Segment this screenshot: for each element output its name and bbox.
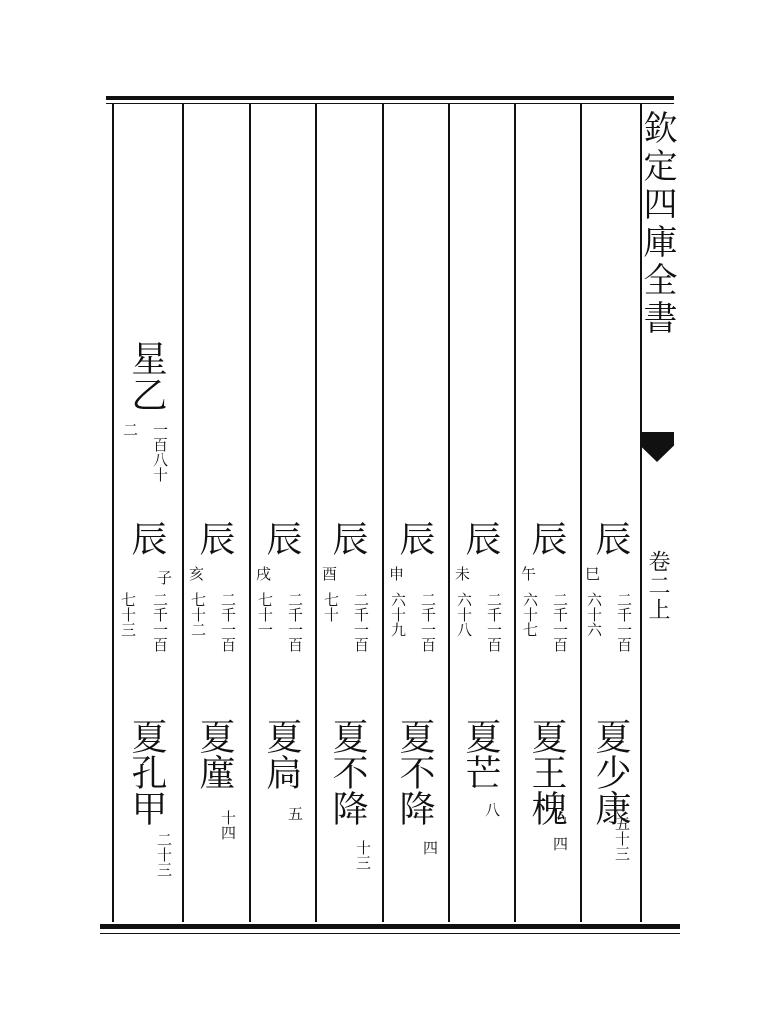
king-name: 夏孔甲 xyxy=(126,718,167,826)
branch-char: 申 xyxy=(387,566,405,581)
branch-char: 酉 xyxy=(320,566,338,581)
year-number-left: 七十三 xyxy=(119,592,137,637)
king-year-note: 五十三 xyxy=(613,816,631,861)
ganzhi-char: 辰 xyxy=(261,520,302,556)
entry-column-4 xyxy=(382,100,448,920)
branch-char: 未 xyxy=(453,566,471,581)
ganzhi-char: 辰 xyxy=(394,520,435,556)
king-year-note: 四 xyxy=(421,840,439,855)
king-year-note: 二十三 xyxy=(155,832,173,877)
king-name: 夏少康 xyxy=(590,718,631,826)
entry-column-8 xyxy=(112,100,182,920)
entry-column-3 xyxy=(448,100,514,920)
branch-char: 巳 xyxy=(583,566,601,581)
year-number-right: 二千一百 xyxy=(219,592,237,652)
king-year-note: 十四 xyxy=(219,810,237,840)
king-name: 夏廑 xyxy=(194,718,235,790)
entry-column-6 xyxy=(249,100,315,920)
year-number-right: 二千一百 xyxy=(286,592,304,652)
ganzhi-char: 辰 xyxy=(590,520,631,556)
entry-column-2 xyxy=(514,100,580,920)
bottom-frame-thin-rule xyxy=(100,933,680,934)
king-year-note: 五 xyxy=(286,806,304,821)
entry-column-7 xyxy=(182,100,249,920)
year-number-left: 六十九 xyxy=(389,592,407,637)
king-year-note: 四 xyxy=(551,836,569,851)
star-number-right: 一百八十 xyxy=(151,422,169,482)
king-name: 夏芒 xyxy=(460,718,501,790)
year-number-right: 二千一百 xyxy=(419,592,437,652)
year-number-right: 二千一百 xyxy=(352,592,370,652)
year-number-left: 六十七 xyxy=(521,592,539,637)
ganzhi-char: 辰 xyxy=(460,520,501,556)
ganzhi-char: 辰 xyxy=(126,520,167,556)
king-year-note: 十三 xyxy=(354,840,372,870)
king-name: 夏扃 xyxy=(261,718,302,790)
year-number-right: 二千一百 xyxy=(615,592,633,652)
year-number-left: 六十八 xyxy=(455,592,473,637)
year-number-right: 二千一百 xyxy=(485,592,503,652)
king-year-note: 八 xyxy=(483,802,501,817)
ganzhi-char: 辰 xyxy=(327,520,368,556)
king-name: 夏不降 xyxy=(327,718,368,826)
bottom-frame-rule xyxy=(100,924,680,929)
book-title: 欽定四庫全書 xyxy=(637,110,677,338)
branch-char: 亥 xyxy=(187,566,205,581)
star-number-left: 二 xyxy=(121,422,139,437)
year-number-left: 七十二 xyxy=(189,592,207,637)
year-number-left: 六十六 xyxy=(585,592,603,637)
year-number-right: 二千一百 xyxy=(151,592,169,652)
king-name: 夏王槐 xyxy=(526,718,567,826)
year-number-left: 七十 xyxy=(322,592,340,622)
branch-char: 午 xyxy=(519,566,537,581)
volume-label: 卷二上 xyxy=(645,550,670,622)
entry-column-1 xyxy=(580,100,640,920)
ganzhi-char: 辰 xyxy=(194,520,235,556)
year-number-left: 七十一 xyxy=(256,592,274,637)
king-name: 夏不降 xyxy=(394,718,435,826)
branch-char: 子 xyxy=(155,570,173,585)
star-heading: 星乙 xyxy=(126,340,167,412)
branch-char: 戌 xyxy=(254,566,272,581)
entry-column-5 xyxy=(315,100,382,920)
ganzhi-char: 辰 xyxy=(526,520,567,556)
page-margin-column xyxy=(636,100,676,924)
fish-tail-mark xyxy=(640,432,674,462)
year-number-right: 二千一百 xyxy=(551,592,569,652)
